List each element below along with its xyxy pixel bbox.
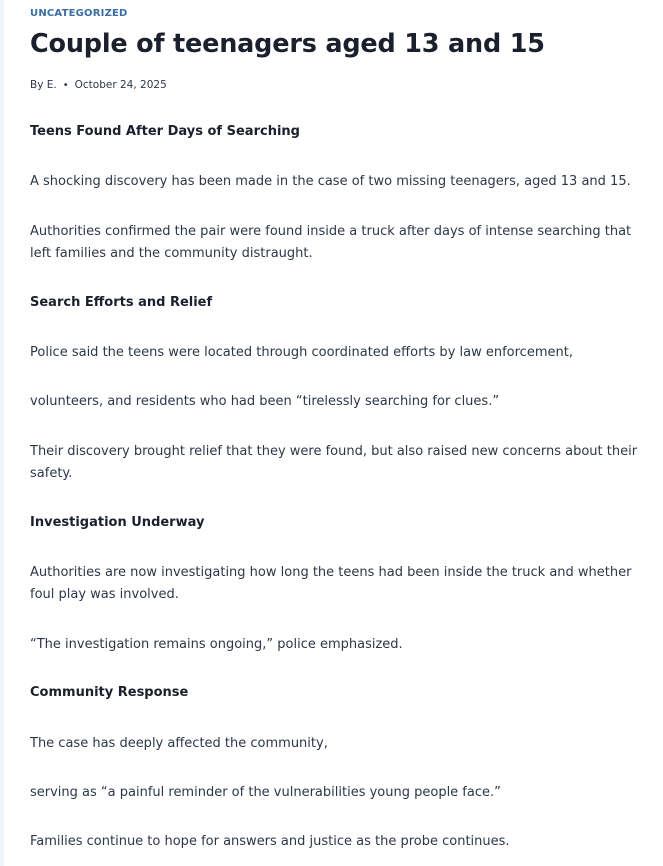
paragraph: The case has deeply affected the community, — [30, 736, 328, 751]
meta-separator: • — [62, 79, 69, 91]
paragraph: Authorities confirmed the pair were found inside a truck after days of intense searching that left families and the community distraught. — [30, 224, 632, 261]
paragraph: Families continue to hope for answers and justice as the probe continues. — [30, 834, 510, 849]
post-meta — [30, 79, 167, 91]
paragraph: A shocking discovery has been made in the case of two missing teenagers, aged 13 and 15. — [30, 174, 631, 189]
paragraph: volunteers, and residents who had been “tirelessly searching for clues.” — [30, 394, 500, 409]
paragraph: Police said the teens were located through coordinated efforts by law enforcement, — [30, 345, 573, 360]
author-byline[interactable]: By E. — [30, 79, 57, 91]
section-heading: Teens Found After Days of Searching — [30, 124, 300, 139]
section-heading: Search Efforts and Relief — [30, 295, 213, 310]
category-link[interactable]: UNCATEGORIZED — [30, 8, 128, 19]
page-title: Couple of teenagers aged 13 and 15 — [30, 29, 545, 59]
paragraph: serving as “a painful reminder of the vulnerabilities young people face.” — [30, 785, 501, 800]
paragraph: “The investigation remains ongoing,” police emphasized. — [30, 637, 403, 652]
section-heading: Investigation Underway — [30, 515, 205, 530]
section-heading: Community Response — [30, 685, 189, 700]
paragraph: Their discovery brought relief that they were found, but also raised new concerns about their safety. — [30, 444, 638, 481]
paragraph: Authorities are now investigating how long the teens had been inside the truck and whether foul play was involved. — [30, 565, 632, 602]
page-left-edge — [0, 0, 4, 866]
post-date: October 24, 2025 — [74, 79, 167, 91]
